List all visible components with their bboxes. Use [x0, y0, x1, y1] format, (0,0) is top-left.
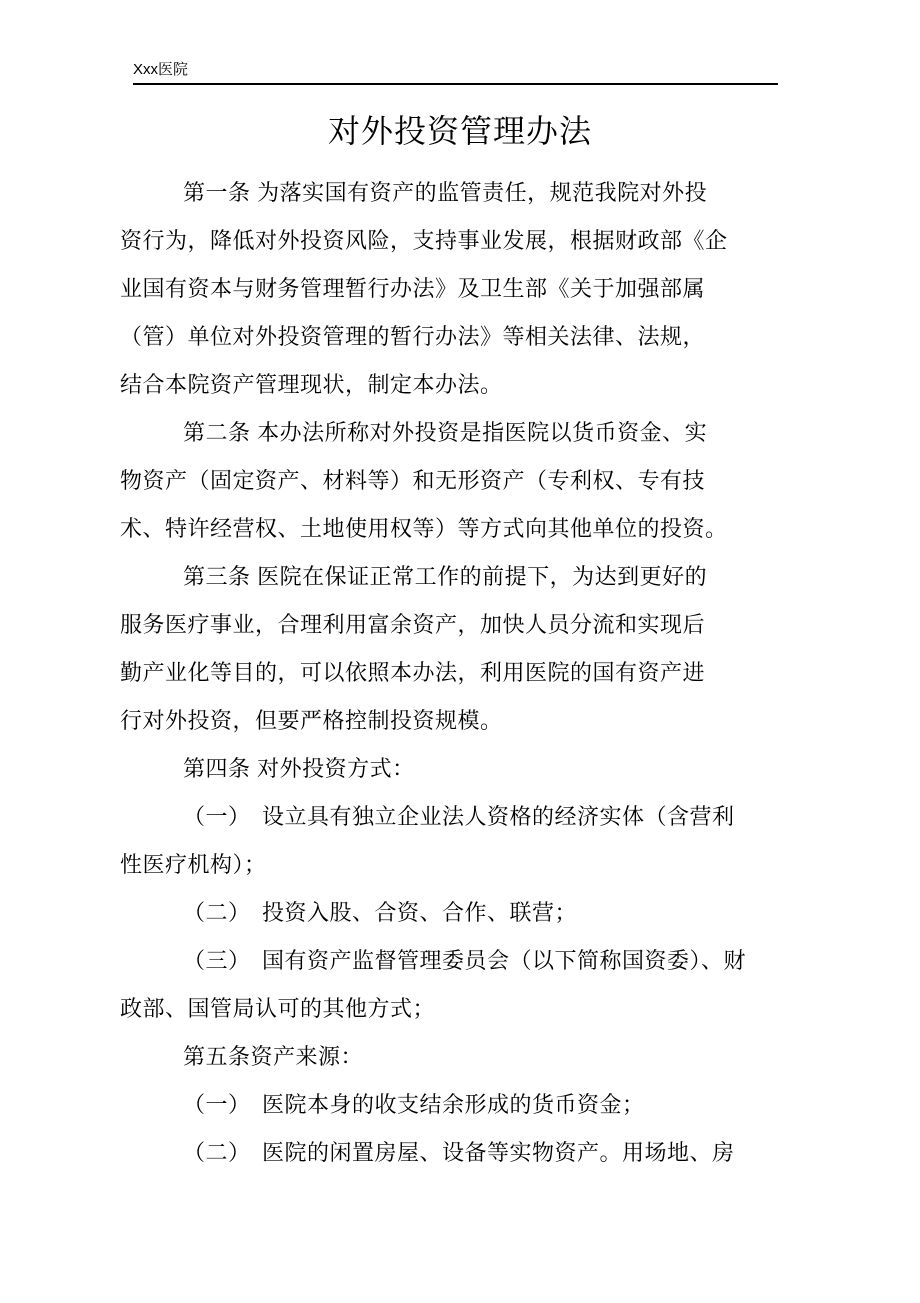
paragraph: [120, 1129, 800, 1177]
text-line: （二） 医院的闲置房屋、设备等实物资产。用场地、房: [183, 1140, 735, 1165]
text-line: 第二条 本办法所称对外投资是指医院以货币资金、实: [183, 420, 708, 445]
text-line: 结合本院资产管理现状，制定本办法。: [120, 372, 503, 397]
text-line: 第四条 对外投资方式：: [183, 756, 415, 781]
document-title: 对外投资管理办法: [327, 113, 592, 149]
text-line: （一） 设立具有独立企业法人资格的经济实体（含营利: [183, 804, 735, 829]
paragraph: [120, 889, 800, 937]
paragraph: [120, 745, 800, 793]
text-line: 服务医疗事业，合理利用富余资产，加快人员分流和实现后: [120, 612, 706, 637]
document-body: [120, 169, 800, 1177]
paragraph: [120, 793, 800, 889]
text-line: 资行为，降低对外投资风险，支持事业发展，根据财政部《企: [120, 228, 728, 253]
paragraph: [120, 937, 800, 1033]
text-line: 物资产（固定资产、材料等）和无形资产（专利权、专有技: [120, 468, 706, 493]
text-line: （管）单位对外投资管理的暂行办法》等相关法律、法规，: [120, 324, 706, 349]
text-line: （三） 国有资产监督管理委员会（以下简称国资委）、财: [183, 948, 747, 973]
paragraph: [120, 409, 800, 553]
text-line: 政部、国管局认可的其他方式；: [120, 996, 436, 1021]
paragraph: [120, 1033, 800, 1081]
text-line: （二） 投资入股、合资、合作、联营；: [183, 900, 578, 925]
text-line: 术、特许经营权、土地使用权等）等方式向其他单位的投资。: [120, 516, 728, 541]
text-line: （一） 医院本身的收支结余形成的货币资金；: [183, 1092, 645, 1117]
paragraph: [120, 169, 800, 409]
header-text: Xxx医院: [133, 61, 189, 78]
text-line: 勤产业化等目的，可以依照本办法，利用医院的国有资产进: [120, 660, 706, 685]
text-line: 性医疗机构）；: [120, 852, 267, 877]
paragraph: [120, 553, 800, 745]
paragraph: [120, 1081, 800, 1129]
text-line: 业国有资本与财务管理暂行办法》及卫生部《关于加强部属: [120, 276, 706, 301]
page-header: [133, 60, 778, 85]
text-line: 第三条 医院在保证正常工作的前提下，为达到更好的: [183, 564, 708, 589]
text-line: 第五条资产来源：: [183, 1044, 364, 1069]
text-line: 行对外投资，但要严格控制投资规模。: [120, 708, 503, 733]
text-line: 第一条 为落实国有资产的监管责任，规范我院对外投: [183, 180, 708, 205]
